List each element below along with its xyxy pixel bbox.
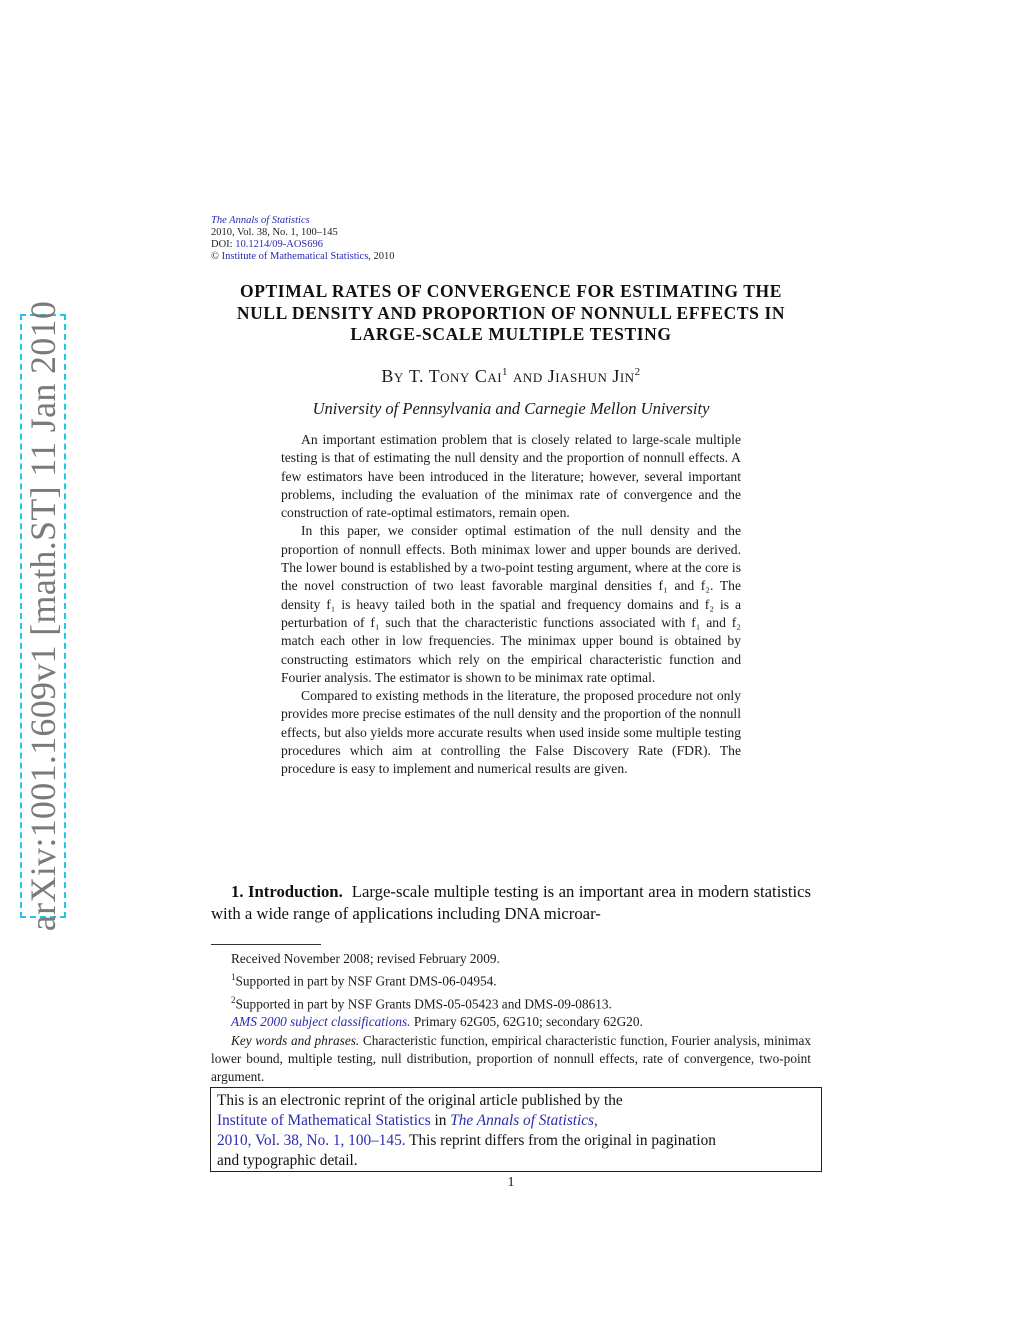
journal-name-link[interactable]: The Annals of Statistics xyxy=(211,215,310,226)
reprint-rest: This reprint differs from the original in pagination xyxy=(405,1132,716,1149)
footnote-mark: 1 xyxy=(231,972,236,983)
footnote-text: Supported in part by NSF Grant DMS-06-04954. xyxy=(235,973,497,989)
footnotes xyxy=(211,950,811,1086)
keywords-text: Characteristic function, empirical characteristic function, Fourier analysis, minimax lower bound, multiple testing, null distribution, proportion of nonnull effects, rate of convergence, two-point argument. xyxy=(211,1032,811,1085)
received-date: Received November 2008; revised February 2009. xyxy=(231,951,500,966)
title-line: OPTIMAL RATES OF CONVERGENCE FOR ESTIMATING THE xyxy=(240,281,782,301)
affiliation: University of Pennsylvania and Carnegie Mellon University xyxy=(312,399,710,418)
abstract-paragraph: An important estimation problem that is closely related to large-scale multiple testing is that of estimating the null density and the proportion of nonnull effects. A few estimators have been introduced in the literature; however, several important problems, including the evaluation of the minimax rate of convergence and the construction of rate-optimal estimators, remain open. xyxy=(281,432,741,521)
author-name: Jiashun Jin xyxy=(547,366,635,386)
paper-title xyxy=(211,281,811,346)
reprint-notice xyxy=(210,1087,822,1172)
reprint-line: and typographic detail. xyxy=(217,1152,358,1169)
and-label: and xyxy=(513,366,543,386)
title-line: NULL DENSITY AND PROPORTION OF NONNULL EFFECTS IN xyxy=(236,302,786,323)
reprint-comma: , xyxy=(594,1112,598,1129)
journal-header xyxy=(211,215,395,263)
ams-classification xyxy=(211,1013,811,1031)
publisher-link[interactable]: Institute of Mathematical Statistics xyxy=(221,251,369,262)
keywords xyxy=(211,1032,811,1087)
footnote-rule xyxy=(211,944,321,945)
author-footnote-mark: 1 xyxy=(502,366,509,378)
reprint-publisher-link[interactable]: Institute of Mathematical Statistics xyxy=(217,1112,431,1129)
ams-link[interactable]: AMS 2000 subject classifications. xyxy=(231,1014,411,1030)
copyright-symbol: © xyxy=(211,251,219,262)
ams-text: Primary 62G05, 62G10; secondary 62G20. xyxy=(410,1014,643,1030)
authors xyxy=(211,366,811,387)
doi-link[interactable]: 10.1214/09-AOS696 xyxy=(235,239,324,250)
by-label: By xyxy=(381,366,404,386)
page-number: 1 xyxy=(507,1175,515,1190)
intro-text: Large-scale multiple testing is an important area in modern statistics with a wide range of applications including DNA microar- xyxy=(211,882,811,923)
introduction xyxy=(211,881,811,925)
copyright-year: , 2010 xyxy=(368,251,395,262)
reprint-journal-link[interactable]: The Annals of Statistics xyxy=(450,1112,595,1129)
reprint-citation-link[interactable]: 2010, Vol. 38, No. 1, 100–145. xyxy=(217,1132,406,1149)
footnote-text: Supported in part by NSF Grants DMS-05-05423 and DMS-09-08613. xyxy=(235,996,612,1012)
journal-issue: 2010, Vol. 38, No. 1, 100–145 xyxy=(211,227,338,238)
arxiv-stamp: arXiv:1001.1609v1 [math.ST] 11 Jan 2010 xyxy=(20,314,66,918)
doi-prefix: DOI: xyxy=(211,239,236,250)
title-line: LARGE-SCALE MULTIPLE TESTING xyxy=(350,324,672,344)
author-name: T. Tony Cai xyxy=(408,366,503,386)
section-heading: 1. Introduction. xyxy=(231,882,343,901)
abstract-paragraph: Compared to existing methods in the literature, the proposed procedure not only provides more precise estimates of the null density and the proportion of the nonnull effects, but also yields more accurate results when used inside some multiple testing procedures which aim at controlling the False Discovery Rate (FDR). The procedure is easy to implement and numerical results are given. xyxy=(281,688,741,777)
reprint-in: in xyxy=(430,1112,451,1129)
author-footnote-mark: 2 xyxy=(634,366,641,378)
footnote-mark: 2 xyxy=(231,994,236,1005)
abstract-paragraph: In this paper, we consider optimal estimation of the null density and the proportion of nonnull effects. Both minimax lower and upper bounds are derived. The lower bound is established by a two-point testing argument, where at the core is the novel construction of two least favorable marginal densities f₁ and f₂. The density f₁ is heavy tailed both in the spatial and frequency domains and f₂ is a perturbation of f₁ such that the characteristic functions associated with f₁ and f₂ match each other in low frequencies. The minimax upper bound is obtained by constructing estimators which rely on the empirical characteristic function and Fourier analysis. The estimator is shown to be minimax rate optimal. xyxy=(281,523,741,685)
keywords-label: Key words and phrases. xyxy=(231,1032,360,1048)
footnote xyxy=(211,968,811,991)
abstract xyxy=(281,431,741,779)
footnote xyxy=(211,991,811,1014)
reprint-line: This is an electronic reprint of the original article published by the xyxy=(217,1092,623,1109)
